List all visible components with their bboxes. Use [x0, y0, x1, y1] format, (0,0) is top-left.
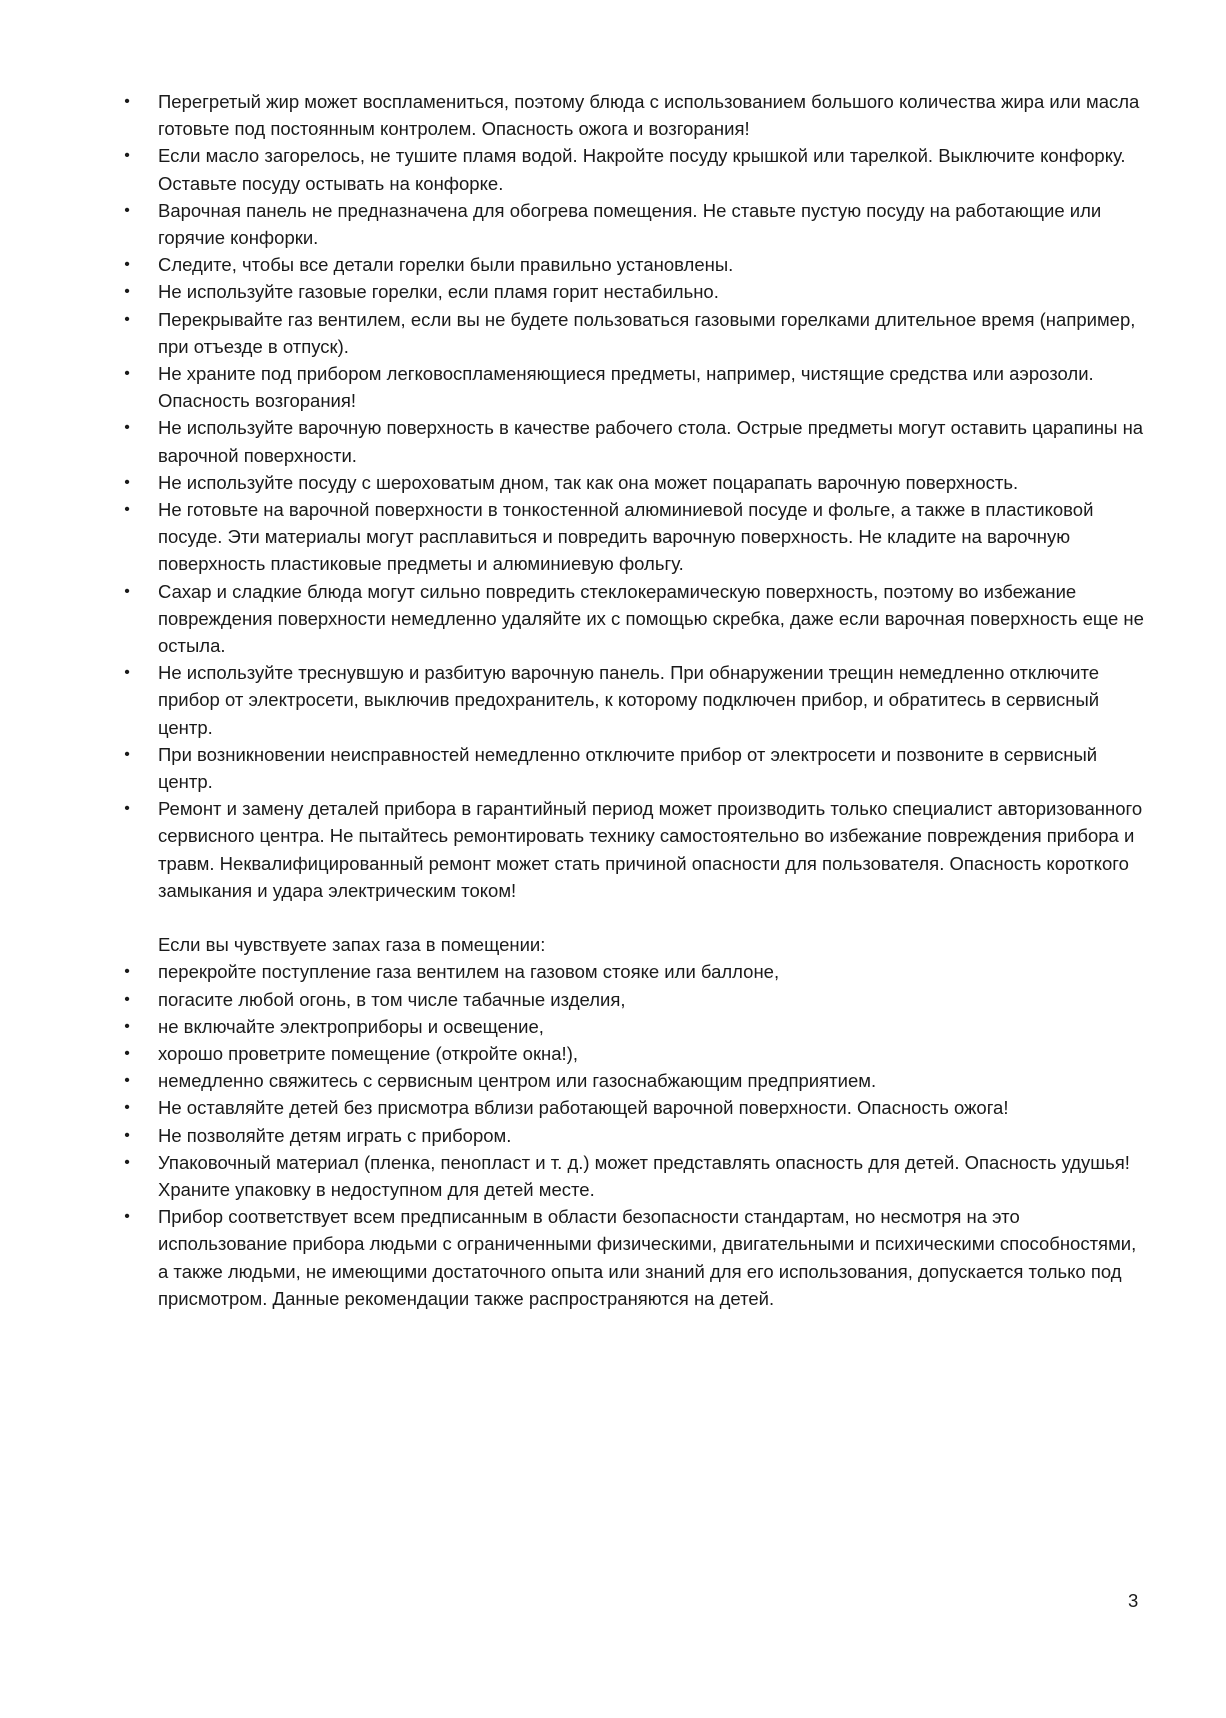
- list-item-text: Не используйте варочную поверхность в качестве рабочего стола. Острые предметы могут оставить царапины на варочной поверхности.: [158, 417, 1144, 466]
- list-item-text: При возникновении неисправностей немедленно отключите прибор от электросети и позвоните в сервисный центр.: [158, 743, 1098, 793]
- bullet-icon: •: [124, 283, 130, 301]
- bullet-icon: •: [124, 1072, 130, 1090]
- bullet-icon: •: [124, 1126, 130, 1144]
- list-item: [121, 197, 1151, 251]
- list-item: [121, 986, 1151, 1013]
- list-item: [121, 958, 1151, 985]
- page-content: [121, 88, 1151, 1312]
- list-item: [121, 142, 1151, 196]
- list-item: [121, 306, 1151, 360]
- list-item-text: Не используйте треснувшую и разбитую варочную панель. При обнаружении трещин немедленно отключите прибор от электросети, выключив предохранитель, к которому подключен прибор, и обратитесь в сервисный центр.: [158, 662, 1100, 738]
- bullet-icon: •: [124, 201, 130, 219]
- bullet-icon: •: [124, 93, 130, 110]
- bullet-icon: •: [124, 1153, 130, 1171]
- list-item-text: Ремонт и замену деталей прибора в гарантийный период может производить только специалист авторизованного сервисного центра. Не пытайтесь ремонтировать технику самостоятельно во избежание повреждения прибора и травм. Неквалифицированный ремонт может стать причиной опасности для пользователя. Опасность короткого замыкания и удара электрическим током!: [158, 798, 1143, 901]
- list-item: [121, 88, 1151, 142]
- list-item-text: Следите, чтобы все детали горелки были правильно установлены.: [158, 254, 734, 276]
- bullet-icon: •: [124, 1208, 130, 1226]
- bullet-icon: •: [124, 147, 130, 165]
- list-item-text: Перекрывайте газ вентилем, если вы не будете пользоваться газовыми горелками длительное время (например, при отъезде в отпуск).: [158, 308, 1136, 357]
- list-item-text: Не храните под прибором легковоспламеняющиеся предметы, например, чистящие средства или аэрозоли. Опасность возгорания!: [158, 363, 1094, 412]
- bullet-icon: •: [124, 963, 130, 981]
- bullet-icon: •: [124, 365, 130, 383]
- bullet-icon: •: [124, 800, 130, 818]
- bullet-icon: •: [124, 1099, 130, 1117]
- bullet-icon: •: [124, 990, 130, 1008]
- list-item-text: Не готовьте на варочной поверхности в тонкостенной алюминиевой посуде и фольге, а также в пластиковой посуде. Эти материалы могут расплавиться и повредить варочную поверхность. Не кладите на варочную поверхность пластиковые предметы и алюминиевую фольгу.: [158, 499, 1094, 575]
- bullet-icon: •: [124, 256, 130, 274]
- list-item: [121, 1067, 1151, 1094]
- bullet-icon: •: [124, 1044, 130, 1062]
- list-item-text: Упаковочный материал (пленка, пенопласт и т. д.) может представлять опасность для детей. Опасность удушья! Храните упаковку в недоступном для детей месте.: [158, 1151, 1130, 1200]
- list-item-text: Прибор соответствует всем предписанным в области безопасности стандартам, но несмотря на это использование прибора людьми с ограниченными физическими, двигательными и психическими способностями, а также людьми, не имеющими достаточного опыта или знаний для его использования, допускается только под присмотром. Данные рекомендации также распространяются на детей.: [158, 1206, 1137, 1309]
- gas-instructions-list: [121, 958, 1151, 1312]
- list-item-text: Не используйте посуду с шероховатым дном, так как она может поцарапать варочную поверхность.: [158, 471, 1019, 493]
- bullet-icon: •: [124, 745, 130, 763]
- list-item: [121, 1094, 1151, 1121]
- list-item-text: Варочная панель не предназначена для обогрева помещения. Не ставьте пустую посуду на работающие или горячие конфорки.: [158, 199, 1102, 249]
- list-item-text: хорошо проветрите помещение (откройте окна!),: [158, 1042, 578, 1064]
- bullet-icon: •: [124, 582, 130, 600]
- list-item-text: Сахар и сладкие блюда могут сильно повредить стеклокерамическую поверхность, поэтому во избежание повреждения поверхности немедленно удаляйте их с помощью скребка, даже если варочная поверхность еще не остыла.: [158, 580, 1144, 657]
- page-number: 3: [1128, 1590, 1139, 1611]
- list-item: [121, 659, 1151, 741]
- list-item: [121, 278, 1151, 305]
- list-item-text: Не используйте газовые горелки, если пламя горит нестабильно.: [158, 281, 719, 303]
- bullet-icon: •: [124, 419, 130, 437]
- bullet-icon: •: [124, 1017, 130, 1035]
- bullet-icon: •: [124, 310, 130, 328]
- list-item: [121, 741, 1151, 795]
- list-item: [121, 469, 1151, 496]
- list-item: [121, 1040, 1151, 1067]
- list-item-text: Не позволяйте детям играть с прибором.: [158, 1124, 512, 1146]
- bullet-icon: •: [124, 664, 130, 682]
- safety-list: [121, 88, 1151, 904]
- list-item: [121, 1203, 1151, 1312]
- list-item-text: Не оставляйте детей без присмотра вблизи работающей варочной поверхности. Опасность ожога!: [158, 1097, 1009, 1119]
- bullet-icon: •: [124, 501, 130, 519]
- list-item: [121, 1149, 1151, 1203]
- list-item-text: перекройте поступление газа вентилем на газовом стояке или баллоне,: [158, 961, 780, 983]
- list-item: [121, 414, 1151, 468]
- list-item: [121, 1122, 1151, 1149]
- list-item-text: немедленно свяжитесь с сервисным центром или газоснабжающим предприятием.: [158, 1070, 877, 1092]
- gas-smell-intro: Если вы чувствуете запах газа в помещении:: [158, 934, 546, 956]
- list-item: [121, 496, 1151, 578]
- list-item-text: Перегретый жир может воспламениться, поэтому блюда с использованием большого количества жира или масла готовьте под постоянным контролем. Опасность ожога и возгорания!: [158, 91, 1140, 140]
- list-item-text: погасите любой огонь, в том числе табачные изделия,: [158, 988, 626, 1010]
- list-item: [121, 578, 1151, 660]
- list-item: [121, 251, 1151, 278]
- list-item: [121, 1013, 1151, 1040]
- list-item: [121, 795, 1151, 904]
- list-item: [121, 360, 1151, 414]
- list-item-text: Если масло загорелось, не тушите пламя водой. Накройте посуду крышкой или тарелкой. Выключите конфорку. Оставьте посуду остывать на конфорке.: [158, 145, 1126, 194]
- bullet-icon: •: [124, 473, 130, 491]
- list-item-text: не включайте электроприборы и освещение,: [158, 1015, 544, 1037]
